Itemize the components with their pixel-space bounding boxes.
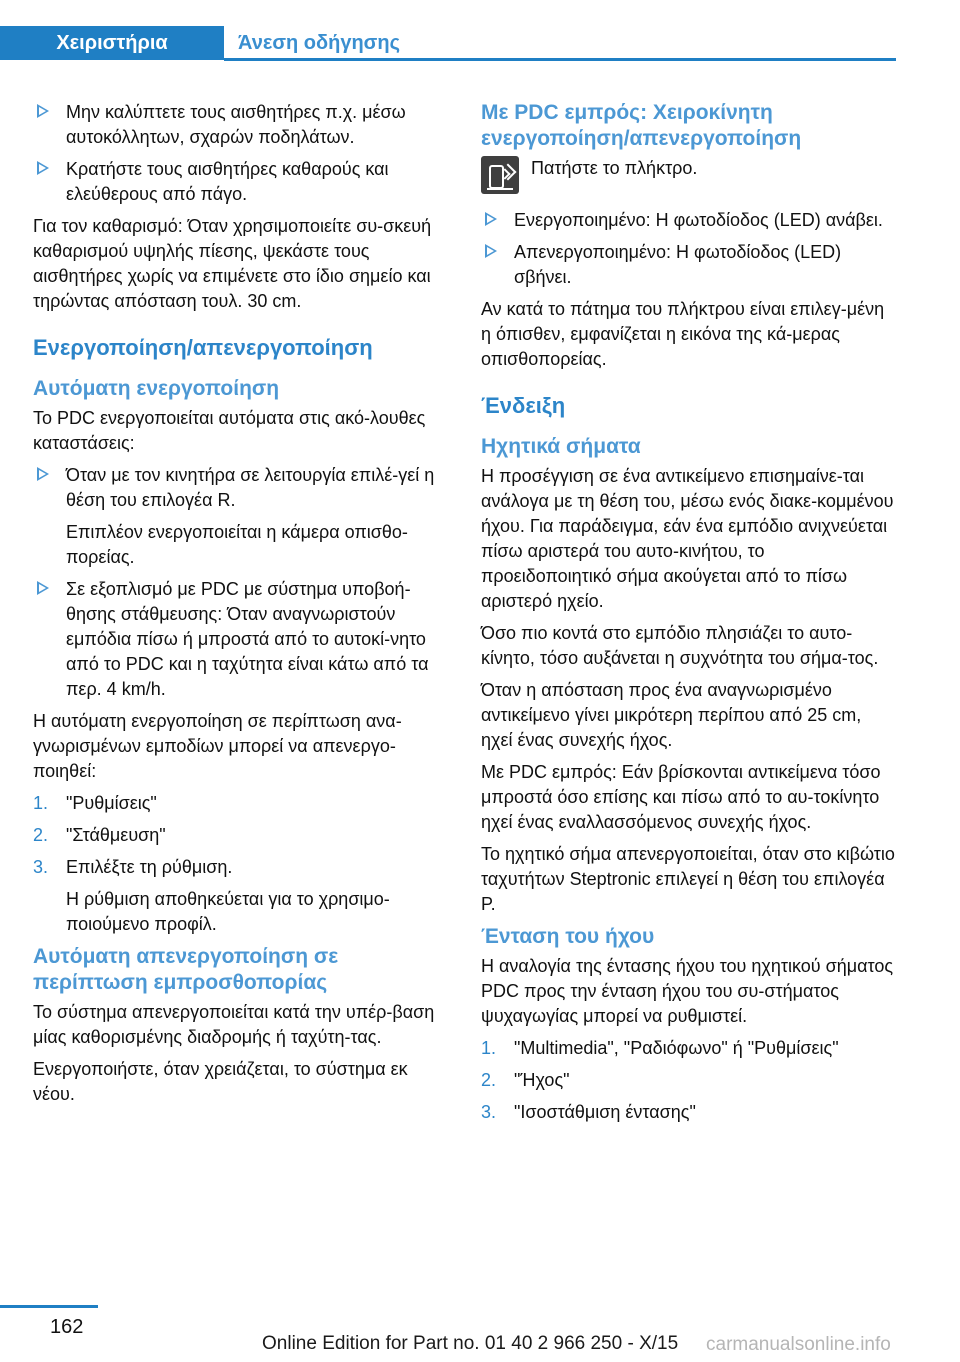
list-item: 3. Επιλέξτε τη ρύθμιση. Η ρύθμιση αποθηκεύεται για το χρησιμο-ποιούμενο προφίλ. <box>33 855 448 937</box>
list-item: 1. "Ρυθμίσεις" <box>33 793 157 813</box>
triangle-bullet-icon <box>37 161 49 175</box>
cleaning-paragraph: Για τον καθαρισμό: Όταν χρησιμοποιείτε συ-σκευή καθαρισμού υψηλής πίεσης, ψεκάστε τους αισθητήρες χωρίς να επιμένετε στο ίδιο σημείο και τηρώντας απόσταση τουλ. 30 cm. <box>33 216 432 311</box>
section-tab-driving-comfort[interactable]: Άνεση οδήγησης <box>238 31 400 54</box>
subheading-volume: Ένταση του ήχου <box>481 925 655 948</box>
signals-paragraph-1: Η προσέγγιση σε ένα αντικείμενο επισημαίνε-ται ανάλογα με τη θέση του, μέσω ενός διακε-κομμένου ήχου. Για παράδειγμα, εάν ένα εμπόδιο ανιχνεύεται πίσω αριστερά του αυτο-κινήτου, το προειδοποιητικό σήμα ακούγεται από το πίσω αριστερό ηχείο. <box>481 466 894 611</box>
signals-paragraph-3: Όταν η απόσταση προς ένα αναγνωρισμένο αντικείμενο γίνει μικρότερη περίπου από 25 cm, ηχεί ένας συνεχής ήχος. <box>481 680 862 750</box>
list-item: Όταν με τον κινητήρα σε λειτουργία επιλέ-γεί η θέση του επιλογέα R. Επιπλέον ενεργοποιείται η κάμερα οπισθο-πορείας. <box>33 463 448 570</box>
pdc-button-icon <box>481 156 519 194</box>
triangle-bullet-icon <box>37 581 49 595</box>
list-item: Σε εξοπλισμό με PDC με σύστημα υποβοή-θησης στάθμευσης: Όταν αναγνωριστούν εμπόδια πίσω ή μπροστά από το αυτοκί-νητο από το PDC και η ταχύτητα είναι κάτω από τα περ. 4 km/h. <box>33 577 448 702</box>
section-tab-controls[interactable]: Χειριστήρια <box>0 26 224 60</box>
auto-disable-paragraph: Η αυτόματη ενεργοποίηση σε περίπτωση ανα-γνωρισμένων εμποδίων μπορεί να απενεργο-ποιηθεί: <box>33 711 402 781</box>
triangle-bullet-icon <box>485 244 497 258</box>
footer-rule <box>0 1305 98 1308</box>
press-button-row <box>481 156 896 194</box>
page-header <box>0 26 896 60</box>
triangle-bullet-icon <box>37 467 49 481</box>
page-number: 162 <box>50 1316 84 1338</box>
watermark: carmanualsonline.info <box>706 1334 891 1355</box>
right-column <box>481 100 896 1132</box>
list-item: Κρατήστε τους αισθητήρες καθαρούς και ελεύθερους από πάγο. <box>33 157 448 207</box>
auto-activation-bullets <box>33 463 448 702</box>
list-item: 2. "Ήχος" <box>481 1070 570 1090</box>
left-column <box>33 100 448 1114</box>
auto-intro: Το PDC ενεργοποιείται αυτόματα στις ακό-λουθες καταστάσεις: <box>33 408 426 453</box>
sensor-bullets <box>33 100 448 207</box>
subheading-signals: Ηχητικά σήματα <box>481 435 641 458</box>
signals-paragraph-4: Με PDC εμπρός: Εάν βρίσκονται αντικείμενα τόσο μπροστά όσο επίσης και πίσω από το αυ-τοκίνητο ηχεί ένας εναλλασσόμενος συνεχής ήχος. <box>481 762 881 832</box>
volume-steps <box>481 1036 896 1125</box>
rear-camera-paragraph: Αν κατά το πάτημα του πλήκτρου είναι επιλεγ-μένη η όπισθεν, εμφανίζεται η εικόνα της κά-μερας οπισθοπορείας. <box>481 299 885 369</box>
heading-display: Ένδειξη <box>481 393 566 418</box>
auto-bullet-extra: Επιπλέον ενεργοποιείται η κάμερα οπισθο-πορείας. <box>66 522 408 567</box>
subheading-auto-deactivation: Αυτόματη απενεργοποίηση σε περίπτωση εμπροσθοπορίας <box>33 945 339 994</box>
settings-steps <box>33 791 448 937</box>
list-item: Απενεργοποιημένο: Η φωτοδίοδος (LED) σβήνει. <box>481 240 896 290</box>
deactivation-paragraph-2: Ενεργοποιήστε, όταν χρειάζεται, το σύστημα εκ νέου. <box>33 1059 408 1104</box>
list-item: Ενεργοποιημένο: Η φωτοδίοδος (LED) ανάβει. <box>481 208 896 233</box>
list-item: 1. "Multimedia", "Ραδιόφωνο" ή "Ρυθμίσεις" <box>481 1038 839 1058</box>
volume-paragraph: Η αναλογία της έντασης ήχου του ηχητικού σήματος PDC προς την ένταση ήχου του συ-στήματος ψυχαγωγίας μπορεί να ρυθμιστεί. <box>481 956 894 1026</box>
press-button-text: Πατήστε το πλήκτρο. <box>531 158 698 178</box>
triangle-bullet-icon <box>37 104 49 118</box>
signals-paragraph-2: Όσο πιο κοντά στο εμπόδιο πλησιάζει το αυτο-κίνητο, τόσο αυξάνεται η συχνότητα του σήμα-τος. <box>481 623 879 668</box>
subheading-auto-activation: Αυτόματη ενεργοποίηση <box>33 377 280 400</box>
list-item: Μην καλύπτετε τους αισθητήρες π.χ. μέσω αυτοκόλλητων, σχαρών ποδηλάτων. <box>33 100 448 150</box>
header-rule <box>224 58 896 61</box>
triangle-bullet-icon <box>485 212 497 226</box>
manual-bullets <box>481 208 896 290</box>
deactivation-paragraph-1: Το σύστημα απενεργοποιείται κατά την υπέρ-βαση μίας καθορισμένης διαδρομής ή ταχύτη-τας. <box>33 1002 435 1047</box>
list-item: 3. "Ισοστάθμιση έντασης" <box>481 1102 696 1122</box>
edition-text: Online Edition for Part no. 01 40 2 966 250 - X/15 <box>262 1333 679 1354</box>
heading-activation: Ενεργοποίηση/απενεργοποίηση <box>33 335 373 360</box>
list-item: 2. "Στάθμευση" <box>33 825 166 845</box>
subheading-manual-pdc: Με PDC εμπρός: Χειροκίνητη ενεργοποίηση/απενεργοποίηση <box>481 101 802 150</box>
signals-paragraph-5: Το ηχητικό σήμα απενεργοποιείται, όταν στο κιβώτιο ταχυτήτων Steptronic επιλεγεί η θέση του επιλογέα P. <box>481 844 895 914</box>
step-extra: Η ρύθμιση αποθηκεύεται για το χρησιμο-ποιούμενο προφίλ. <box>66 889 390 934</box>
